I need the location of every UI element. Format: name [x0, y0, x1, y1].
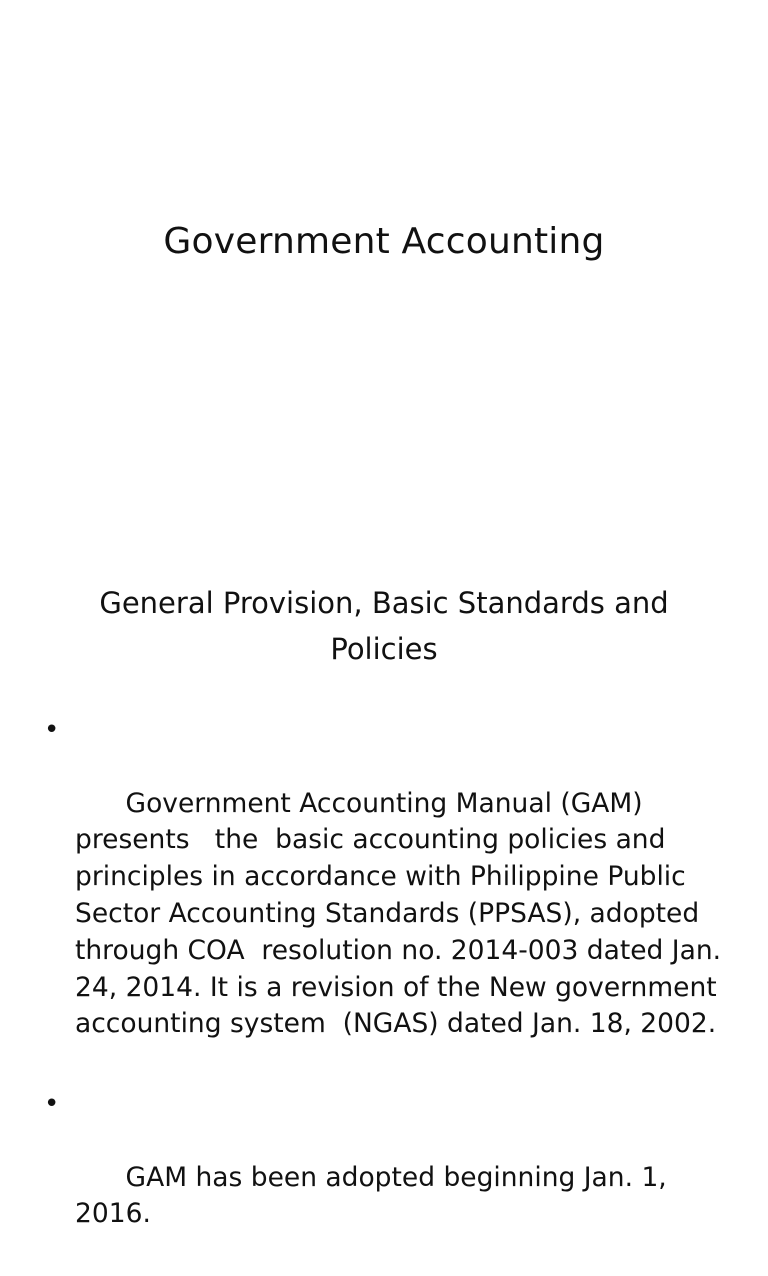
bullet-text: Government Accounting Manual (GAM) presents the basic accounting policies and principles in accordance with Philippine Public Sector Accounting Standards (PPSAS), adopted through COA resolution no. 2014-003 dated Jan. 24, 2014. It is a revision of the New government accounting system (NGAS) dated Jan. 18, 2002. [75, 787, 730, 1040]
bullet-dot-icon: • [44, 715, 60, 745]
slide-title [0, 0, 768, 540]
bullet-item [0, 712, 768, 1080]
slide-general-provision [0, 540, 768, 1230]
slide-heading: General Provision, Basic Standards and Policies [99, 586, 669, 666]
bullet-list [0, 712, 768, 1276]
slide-title-heading: Government Accounting [163, 221, 605, 262]
bullet-item [0, 1086, 768, 1270]
bullet-text: GAM has been adopted beginning Jan. 1, 2016. [75, 1161, 676, 1230]
bullet-dot-icon: • [44, 1088, 60, 1119]
